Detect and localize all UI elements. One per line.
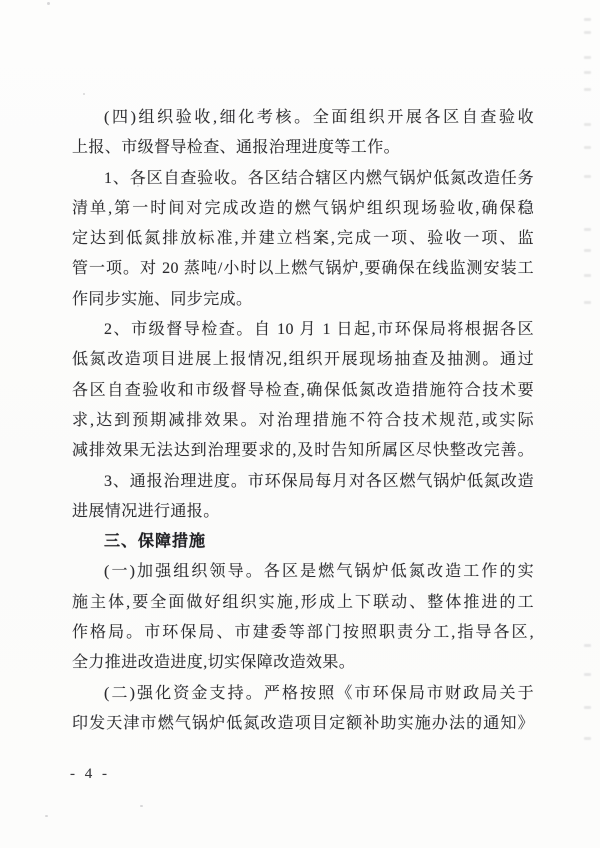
- body-line: 各区自查验收和市级督导检查,确保低氮改造措施符合技术要: [72, 381, 534, 399]
- scan-speck: [47, 2, 50, 5]
- body-line: 印发天津市燃气锅炉低氮改造项目定额补助实施办法的通知》: [72, 714, 534, 732]
- page-number: - 4 -: [70, 766, 110, 782]
- body-line: (一)加强组织领导。各区是燃气锅炉低氮改造工作的实: [104, 563, 534, 581]
- body-line: 作格局。市环保局、市建委等部门按照职责分工,指导各区,: [72, 624, 534, 642]
- body-line: 管一项。对 20 蒸吨/小时以上燃气锅炉,要确保在线监测安装工: [72, 260, 534, 278]
- body-line: 全力推进改造进度,切实保障改造效果。: [72, 654, 356, 672]
- body-line: 2、市级督导检查。自 10 月 1 日起,市环保局将根据各区: [104, 321, 534, 339]
- body-line: 施主体,要全面做好组织实施,形成上下联动、整体推进的工: [72, 593, 534, 611]
- scan-speck: [137, 185, 139, 187]
- body-line: 进展情况进行通报。: [72, 502, 220, 520]
- body-line: 定达到低氮排放标准,并建立档案,完成一项、验收一项、监: [72, 230, 534, 248]
- body-line: 求,达到预期减排效果。对治理措施不符合技术规范,或实际: [72, 411, 534, 429]
- scan-speck: [83, 93, 85, 95]
- body-line: 清单,第一时间对完成改造的燃气锅炉组织现场验收,确保稳: [72, 199, 534, 217]
- scan-speck: [345, 152, 347, 154]
- bleed-through-marks: [584, 18, 591, 740]
- body-line: 上报、市级督导检查、通报治理进度等工作。: [72, 139, 401, 157]
- scan-speck: [45, 815, 48, 817]
- body-line: 作同步实施、同步完成。: [72, 290, 253, 308]
- body-line: 低氮改造项目进展上报情况,组织开展现场抽查及抽测。通过: [72, 351, 534, 369]
- body-line: 1、各区自查验收。各区结合辖区内燃气锅炉低氮改造任务: [104, 169, 534, 187]
- body-line: (四)组织验收,细化考核。全面组织开展各区自查验收: [104, 109, 534, 126]
- body-line: (二)强化资金支持。严格按照《市环保局市财政局关于: [104, 684, 534, 702]
- document-body: [72, 103, 534, 739]
- body-line: 减排效果无法达到治理要求的,及时告知所属区尽快整改完善。: [72, 442, 534, 460]
- scan-speck: [140, 805, 143, 807]
- body-line: 3、通报治理进度。市环保局每月对各区燃气锅炉低氮改造: [104, 472, 534, 490]
- section-heading: 三、保障措施: [104, 533, 207, 551]
